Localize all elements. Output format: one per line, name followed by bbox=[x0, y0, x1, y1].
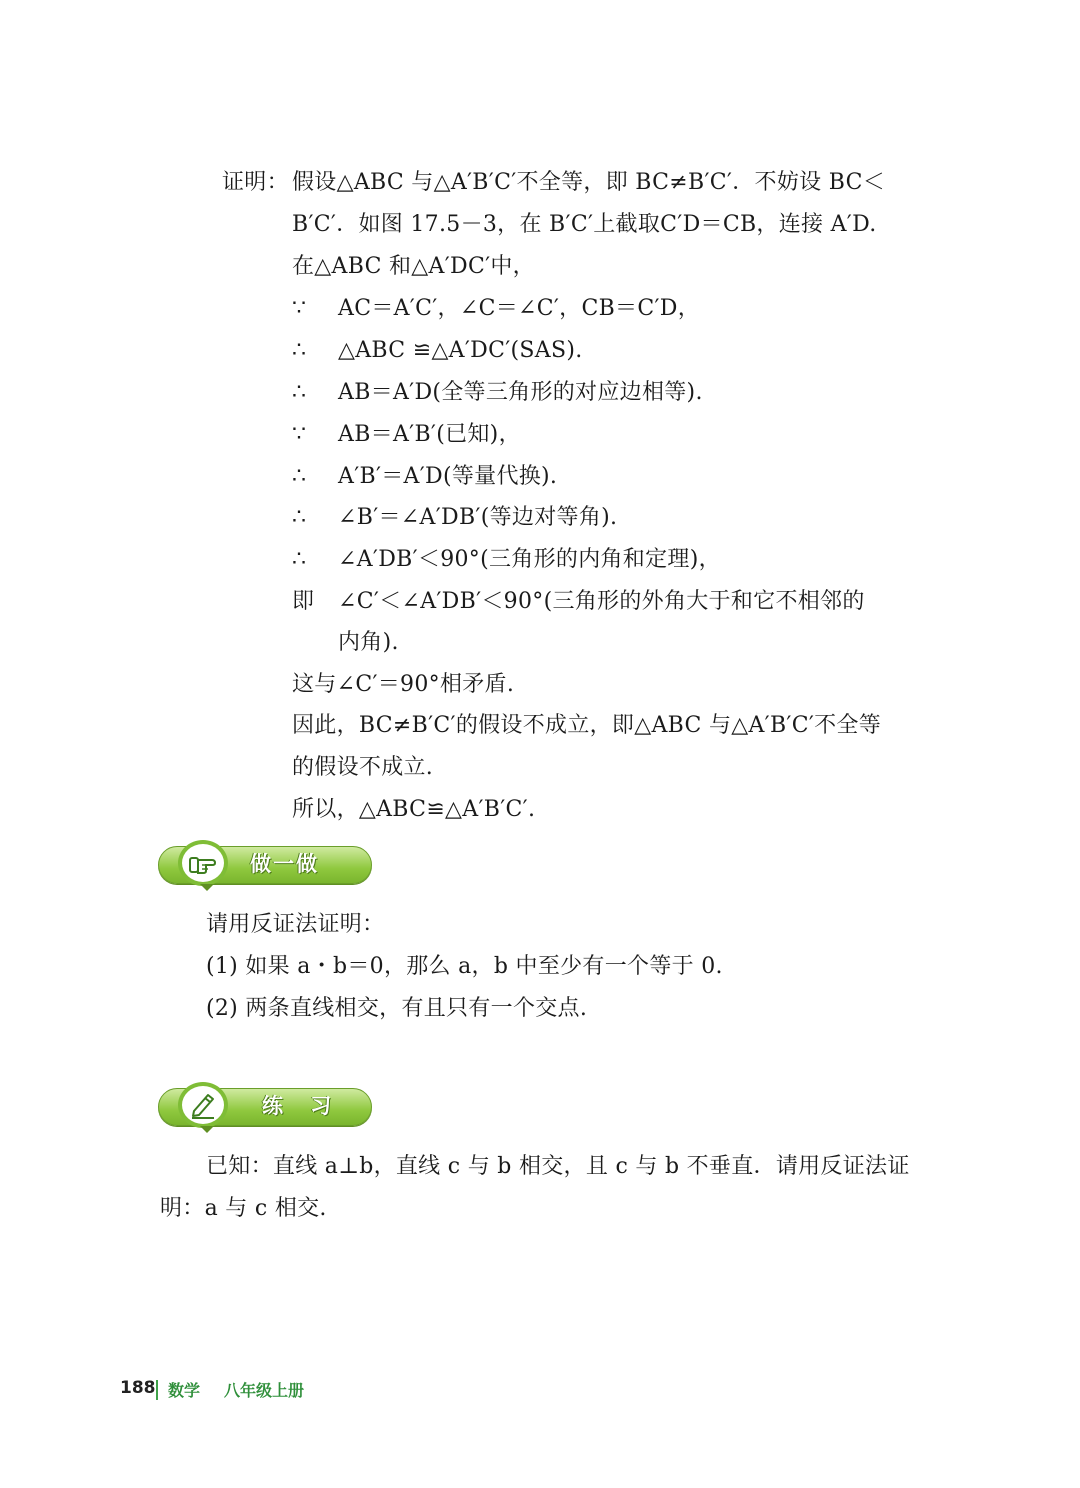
step-2-symbol: ∴ bbox=[292, 338, 306, 363]
step-1-text: AC＝A′C′，∠C＝∠C′，CB＝C′D， bbox=[338, 296, 701, 321]
exercise-line-1: 已知：直线 a⊥b，直线 c 与 b 相交，且 c 与 b 不垂直．请用反证法证 bbox=[206, 1154, 910, 1179]
exercise-banner bbox=[158, 1082, 372, 1130]
conclusion-line-3: 的假设不成立. bbox=[292, 755, 434, 780]
step-8-symbol: 即 bbox=[292, 589, 315, 614]
step-5-symbol: ∴ bbox=[292, 464, 306, 489]
exercise-line-2: 明：a 与 c 相交. bbox=[160, 1196, 327, 1221]
exercise-banner-pointer bbox=[200, 1126, 214, 1133]
footer-book-title: 八年级上册 bbox=[224, 1381, 305, 1400]
step-3-text: AB＝A′D(全等三角形的对应边相等). bbox=[338, 380, 703, 405]
pointing-hand-icon bbox=[178, 840, 228, 886]
page-number: 188 bbox=[120, 1378, 156, 1398]
step-7-text: ∠A′DB′＜90°(三角形的内角和定理)， bbox=[338, 547, 721, 572]
activity-banner bbox=[158, 840, 372, 888]
footer-subject: 数学 bbox=[168, 1381, 201, 1400]
activity-intro: 请用反证法证明： bbox=[206, 912, 385, 937]
step-1-symbol: ∵ bbox=[292, 296, 306, 321]
proof-line-2: B′C′．如图 17.5－3，在 B′C′上截取C′D＝CB，连接 A′D. bbox=[292, 212, 877, 237]
activity-banner-label: 做一做 bbox=[250, 852, 319, 876]
conclusion-line-4: 所以，△ABC≌△A′B′C′. bbox=[292, 797, 536, 822]
step-4-text: AB＝A′B′(已知)， bbox=[338, 422, 521, 447]
activity-banner-pointer bbox=[200, 884, 214, 891]
activity-item-2: (2) 两条直线相交，有且只有一个交点. bbox=[206, 996, 588, 1021]
step-6-symbol: ∴ bbox=[292, 505, 306, 530]
proof-label: 证明： bbox=[222, 170, 289, 195]
proof-line-1: 假设△ABC 与△A′B′C′不全等，即 BC≠B′C′．不妨设 BC＜ bbox=[292, 170, 886, 195]
activity-item-1: (1) 如果 a・b＝0，那么 a，b 中至少有一个等于 0. bbox=[206, 954, 723, 979]
exercise-banner-label: 练 习 bbox=[262, 1094, 342, 1118]
conclusion-line-2: 因此，BC≠B′C′的假设不成立，即△ABC 与△A′B′C′不全等 bbox=[292, 713, 882, 738]
conclusion-line-1: 这与∠C′＝90°相矛盾. bbox=[292, 672, 515, 697]
step-7-symbol: ∴ bbox=[292, 547, 306, 572]
step-4-symbol: ∵ bbox=[292, 422, 306, 447]
step-5-text: A′B′＝A′D(等量代换). bbox=[338, 464, 558, 489]
step-8-text: ∠C′＜∠A′DB′＜90°(三角形的外角大于和它不相邻的 bbox=[338, 589, 865, 614]
footer-divider bbox=[156, 1380, 158, 1400]
step-8-continuation: 内角). bbox=[338, 630, 399, 655]
step-3-symbol: ∴ bbox=[292, 380, 306, 405]
step-2-text: △ABC ≌△A′DC′(SAS). bbox=[338, 338, 583, 363]
pencil-icon bbox=[178, 1082, 228, 1128]
step-6-text: ∠B′＝∠A′DB′(等边对等角). bbox=[338, 505, 618, 530]
proof-line-3: 在△ABC 和△A′DC′中， bbox=[292, 254, 535, 279]
